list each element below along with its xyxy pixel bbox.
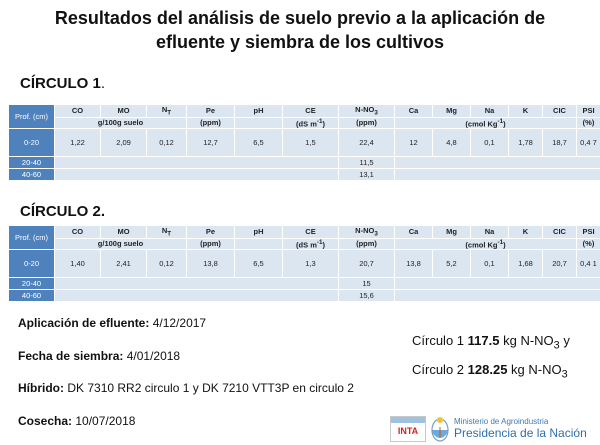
header-pe: Pe xyxy=(187,226,235,239)
cell-cic: 18,7 xyxy=(543,129,577,157)
cell-depth: 40-60 xyxy=(9,290,55,302)
total-1-value: 117.5 xyxy=(467,333,500,348)
cell-depth: 40-60 xyxy=(9,169,55,181)
circle-2-heading xyxy=(20,203,105,220)
hibrido-label: Híbrido: xyxy=(18,381,64,395)
ministry-logo xyxy=(454,417,587,440)
unit-pct: (%) xyxy=(577,117,600,129)
table-header-row xyxy=(9,105,600,118)
unit-ppm-nno3: (ppm) xyxy=(339,117,395,129)
cell-depth: 20-40 xyxy=(9,157,55,169)
circle-2-total xyxy=(412,362,568,381)
cell-empty xyxy=(395,278,600,290)
total-2-label: Círculo 2 xyxy=(412,362,465,377)
unit-ph-empty xyxy=(235,117,283,129)
header-psi: PSI xyxy=(577,105,600,118)
cell-nno3: 15 xyxy=(339,278,395,290)
header-prof: Prof. (cm) xyxy=(9,105,55,129)
header-nt xyxy=(147,105,187,118)
inta-logo xyxy=(390,416,426,442)
footer-logos xyxy=(386,414,598,444)
header-pe: Pe xyxy=(187,105,235,118)
unit-ppm-pe: (ppm) xyxy=(187,117,235,129)
total-2-value: 128.25 xyxy=(467,362,508,377)
header-nno3-base: N-NO xyxy=(355,226,375,235)
header-na: Na xyxy=(471,226,509,239)
unit-dsm-end: ) xyxy=(322,240,325,249)
circle-2-heading-text: CÍRCULO 2. xyxy=(20,203,106,220)
cell-pe: 12,7 xyxy=(187,129,235,157)
circle-1-heading-text: CÍRCULO 1 xyxy=(20,75,101,92)
cell-nt: 0,12 xyxy=(147,129,187,157)
header-ce: CE xyxy=(283,226,339,239)
cell-empty xyxy=(55,290,339,302)
header-nno3-sub: 3 xyxy=(374,230,378,238)
header-na: Na xyxy=(471,105,509,118)
header-mg: Mg xyxy=(433,226,471,239)
header-ce: CE xyxy=(283,105,339,118)
cosecha xyxy=(18,414,135,428)
header-ph: pH xyxy=(235,226,283,239)
cell-nno3: 15,6 xyxy=(339,290,395,302)
siembra-value: 4/01/2018 xyxy=(126,349,181,363)
ministry-line-2: Presidencia de la Nación xyxy=(454,426,587,440)
cell-nno3: 22,4 xyxy=(339,129,395,157)
inta-logo-text: INTA xyxy=(397,426,419,436)
cell-co: 1,22 xyxy=(55,129,101,157)
header-nno3-sub: 3 xyxy=(374,109,378,117)
cell-depth: 0-20 xyxy=(9,250,55,278)
title-line-1: Resultados del análisis de suelo previo a la aplicación de xyxy=(54,8,546,28)
cell-k: 1,78 xyxy=(509,129,543,157)
unit-cmol-end: ) xyxy=(503,240,506,249)
table-row xyxy=(9,250,600,278)
unit-pct: (%) xyxy=(577,238,600,250)
unit-ppm-nno3: (ppm) xyxy=(339,238,395,250)
total-2-sub: 3 xyxy=(561,368,568,381)
cell-empty xyxy=(395,157,600,169)
hibrido xyxy=(18,381,354,395)
cell-empty xyxy=(395,290,600,302)
header-nt-sub: T xyxy=(167,109,172,117)
header-mg: Mg xyxy=(433,105,471,118)
header-co: CO xyxy=(55,226,101,239)
table-header-row xyxy=(9,226,600,239)
cell-psi: 0,4 7 xyxy=(577,129,600,157)
cell-k: 1,68 xyxy=(509,250,543,278)
header-cic: CIC xyxy=(543,105,577,118)
unit-cmol-base: (cmol Kg xyxy=(465,119,498,128)
cell-depth: 0-20 xyxy=(9,129,55,157)
cell-na: 0,1 xyxy=(471,250,509,278)
table-unit-row xyxy=(9,238,600,250)
unit-cmol xyxy=(395,238,577,250)
unit-cmol-sup: -1 xyxy=(497,238,504,246)
cell-mo: 2,41 xyxy=(101,250,147,278)
header-mo: MO xyxy=(101,105,147,118)
unit-ph-empty xyxy=(235,238,283,250)
cell-na: 0,1 xyxy=(471,129,509,157)
unit-dsm-sup: -1 xyxy=(316,238,323,246)
cell-empty xyxy=(55,157,339,169)
cell-ce: 1,3 xyxy=(283,250,339,278)
table-row xyxy=(9,290,600,302)
cell-empty xyxy=(395,169,600,181)
page-title xyxy=(30,6,570,54)
cell-mo: 2,09 xyxy=(101,129,147,157)
unit-dsm-end: ) xyxy=(322,119,325,128)
cell-psi: 0,4 1 xyxy=(577,250,600,278)
table-row xyxy=(9,278,600,290)
table-row xyxy=(9,129,600,157)
header-nno3-base: N-NO xyxy=(355,105,375,114)
cell-ca: 13,8 xyxy=(395,250,433,278)
cell-nno3: 13,1 xyxy=(339,169,395,181)
circle-1-total xyxy=(412,333,570,352)
cosecha-value: 10/07/2018 xyxy=(75,414,136,428)
header-nno3 xyxy=(339,105,395,118)
table-row xyxy=(9,169,600,181)
header-nt-base: N xyxy=(161,226,168,235)
total-1-label: Círculo 1 xyxy=(412,333,465,348)
unit-dsm-sup: -1 xyxy=(316,117,323,125)
aplicacion-value: 4/12/2017 xyxy=(152,316,207,330)
cell-mg: 5,2 xyxy=(433,250,471,278)
cell-pe: 13,8 xyxy=(187,250,235,278)
cell-empty xyxy=(55,169,339,181)
cell-ph: 6,5 xyxy=(235,250,283,278)
header-nt xyxy=(147,226,187,239)
cell-nno3: 20,7 xyxy=(339,250,395,278)
header-nno3 xyxy=(339,226,395,239)
cell-ph: 6,5 xyxy=(235,129,283,157)
ministry-line-1: Ministerio de Agroindustria xyxy=(454,417,549,426)
unit-cmol-sup: -1 xyxy=(497,117,504,125)
siembra-label: Fecha de siembra: xyxy=(18,349,124,363)
unit-dsm xyxy=(283,238,339,250)
unit-cmol-base: (cmol Kg xyxy=(465,240,498,249)
header-nt-sub: T xyxy=(167,230,172,238)
aplicacion-efluente xyxy=(18,316,206,330)
table-unit-row xyxy=(9,117,600,129)
header-k: K xyxy=(509,226,543,239)
cell-mg: 4,8 xyxy=(433,129,471,157)
unit-g100: g/100g suelo xyxy=(55,117,187,129)
cell-ce: 1,5 xyxy=(283,129,339,157)
circle-1-heading xyxy=(20,75,105,92)
header-prof: Prof. (cm) xyxy=(9,226,55,250)
cell-nno3: 11,5 xyxy=(339,157,395,169)
cell-co: 1,40 xyxy=(55,250,101,278)
header-psi: PSI xyxy=(577,226,600,239)
total-1-sub: 3 xyxy=(553,339,560,352)
header-cic: CIC xyxy=(543,226,577,239)
header-k: K xyxy=(509,105,543,118)
header-ca: Ca xyxy=(395,226,433,239)
total-1-unit: kg N-NO xyxy=(503,333,554,348)
unit-dsm-base: (dS m xyxy=(296,240,317,249)
escudo-icon xyxy=(430,415,450,443)
hibrido-value: DK 7310 RR2 circulo 1 y DK 7210 VTT3P en circulo 2 xyxy=(67,381,354,395)
title-line-2: efluente y siembra de los cultivos xyxy=(155,32,445,52)
unit-cmol-end: ) xyxy=(503,119,506,128)
header-nt-base: N xyxy=(161,105,168,114)
aplicacion-label: Aplicación de efluente: xyxy=(18,316,150,330)
header-co: CO xyxy=(55,105,101,118)
fecha-siembra xyxy=(18,349,180,363)
header-ca: Ca xyxy=(395,105,433,118)
circle-1-heading-dot: . xyxy=(100,75,106,92)
cell-empty xyxy=(55,278,339,290)
unit-dsm xyxy=(283,117,339,129)
header-ph: pH xyxy=(235,105,283,118)
cell-depth: 20-40 xyxy=(9,278,55,290)
unit-dsm-base: (dS m xyxy=(296,119,317,128)
unit-g100: g/100g suelo xyxy=(55,238,187,250)
cell-nt: 0,12 xyxy=(147,250,187,278)
total-2-unit: kg N-NO xyxy=(511,362,562,377)
circle-1-soil-table xyxy=(8,104,600,181)
cell-cic: 20,7 xyxy=(543,250,577,278)
cell-ca: 12 xyxy=(395,129,433,157)
unit-cmol xyxy=(395,117,577,129)
header-mo: MO xyxy=(101,226,147,239)
circle-2-soil-table xyxy=(8,225,600,302)
table-row xyxy=(9,157,600,169)
unit-ppm-pe: (ppm) xyxy=(187,238,235,250)
total-1-end: y xyxy=(563,333,570,348)
cosecha-label: Cosecha: xyxy=(18,414,73,428)
inta-logo-bar xyxy=(391,417,425,423)
